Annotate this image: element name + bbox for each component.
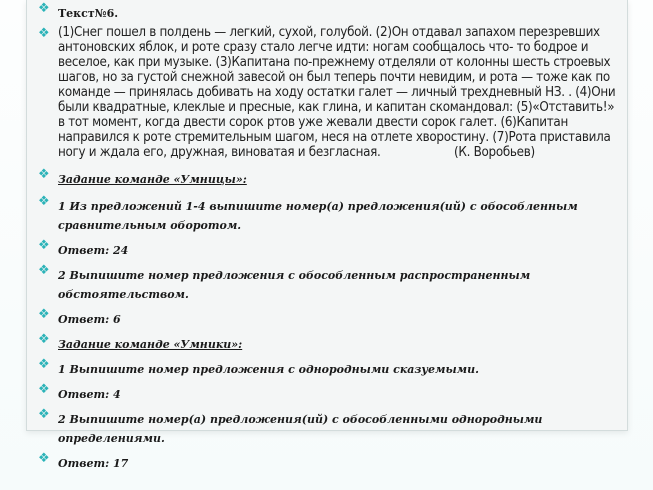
team2-task1: 1 Выпишите номер предложения с однородными сказуемыми. xyxy=(58,363,479,376)
list-item xyxy=(34,2,624,21)
bullet-icon: ❖ xyxy=(38,382,50,397)
bullet-icon: ❖ xyxy=(38,357,50,372)
list-item xyxy=(34,239,624,258)
list-item xyxy=(34,308,624,327)
team2-answer2: Ответ: 17 xyxy=(58,457,129,470)
list-item xyxy=(34,333,624,352)
list-item xyxy=(34,452,624,471)
team2-task2: 2 Выпишите номер(а) предложения(ий) с обособленными однородными определениями. xyxy=(58,413,543,445)
bullet-icon: ❖ xyxy=(38,26,50,41)
team2-answer1: Ответ: 4 xyxy=(58,388,121,401)
list-item xyxy=(34,25,624,160)
team1-heading: Задание команде «Умницы»: xyxy=(58,173,247,186)
team2-heading: Задание команде «Умники»: xyxy=(58,338,243,351)
team1-answer1: Ответ: 24 xyxy=(58,244,129,257)
bullet-icon: ❖ xyxy=(38,263,50,278)
bullet-icon: ❖ xyxy=(38,167,50,182)
list-item xyxy=(34,195,624,233)
list-item xyxy=(34,383,624,402)
bullet-icon: ❖ xyxy=(38,332,50,347)
attribution: (К. Воробьев) xyxy=(454,145,535,160)
team1-task1: 1 Из предложений 1-4 выпишите номер(а) предложения(ий) с обособленным сравнительным оборотом. xyxy=(58,200,578,232)
content-list xyxy=(34,0,624,471)
list-item xyxy=(34,264,624,302)
list-item xyxy=(34,358,624,377)
list-item xyxy=(34,408,624,446)
bullet-icon: ❖ xyxy=(38,238,50,253)
bullet-icon: ❖ xyxy=(38,307,50,322)
passage xyxy=(58,25,624,160)
bullet-icon: ❖ xyxy=(38,194,50,209)
team1-answer2: Ответ: 6 xyxy=(58,313,121,326)
bullet-icon: ❖ xyxy=(38,451,50,466)
text-title: Текст№6. xyxy=(58,7,119,20)
passage-text: (1)Снег пошел в полдень — легкий, сухой, голубой. (2)Он отдавал запахом перезревших антоновских яблок, и роте сразу стало легче идти: ногам сообщалось что- то бодрое и веселое, как при музыке. (3)Капитана по-прежнему отделяли от колонны шесть строевых шагов, но за густой снежной завесой он был теперь почти невидим, и рота — тоже как по команде — принялась добивать на ходу остатки галет — личный трехдневный НЗ. . (4)Они были квадратные, клеклые и пресные, как глина, и капитан скомандовал: (5)«Отставить!» в тот момент, когда двести сорок ртов уже жевали двести сорок галет. (6)Капитан направился к роте стремительным шагом, неся на отлете хворостину. (7)Рота приставила ногу и ждала его, дружная, виноватая и безгласная. xyxy=(58,25,616,160)
team1-task2: 2 Выпишите номер предложения с обособленным распространенным обстоятельством. xyxy=(58,269,531,301)
bullet-icon: ❖ xyxy=(38,1,50,16)
list-item xyxy=(34,168,624,187)
bullet-icon: ❖ xyxy=(38,407,50,422)
